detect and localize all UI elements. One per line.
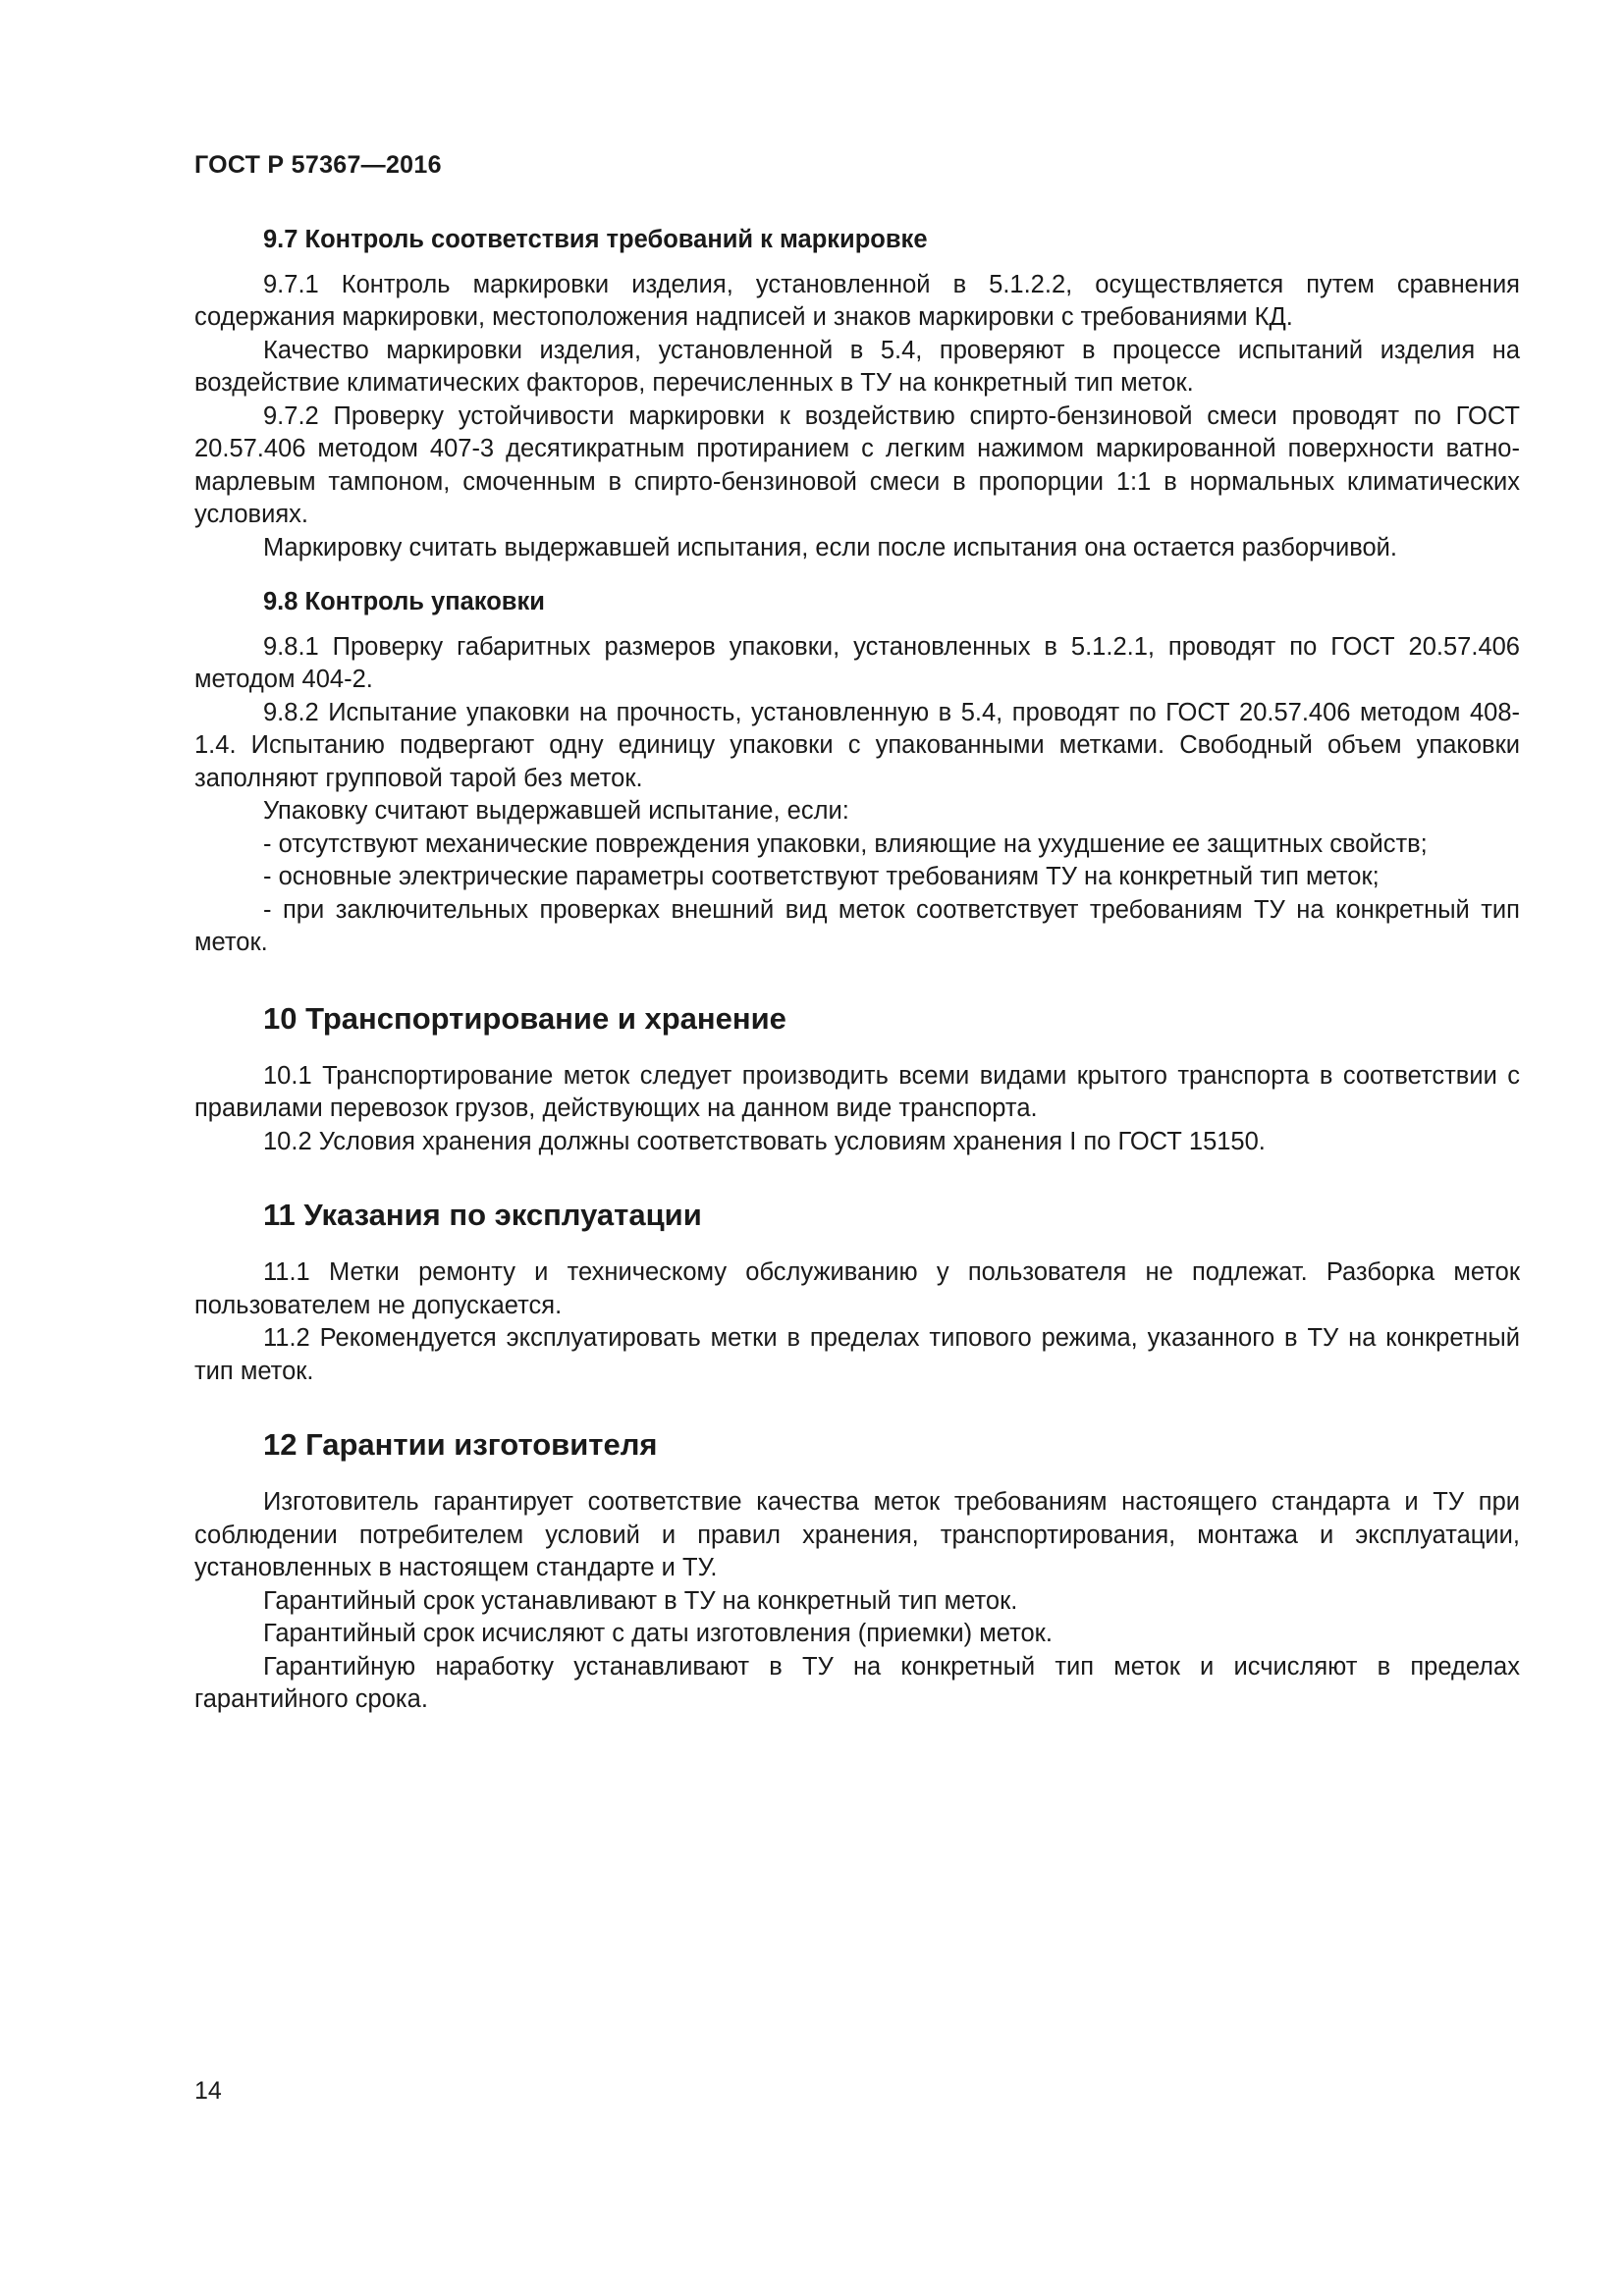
paragraph-10-1: 10.1 Транспортирование меток следует производить всеми видами крытого транспорта в соответствии с правилами перевозок грузов, действующих на данном виде транспорта. xyxy=(194,1061,1520,1122)
paragraph-9-7-quality: Качество маркировки изделия, установленной в 5.4, проверяют в процессе испытаний изделия на воздействие климатических факторов, перечисленных в ТУ на конкретный тип меток. xyxy=(194,336,1520,397)
document-body xyxy=(194,224,1520,1717)
paragraph-10-2: 10.2 Условия хранения должны соответствовать условиям хранения I по ГОСТ 15150. xyxy=(263,1127,1266,1155)
section-heading-11: 11 Указания по эксплуатации xyxy=(263,1198,702,1232)
list-item-9-8-c: - при заключительных проверках внешний вид меток соответствует требованиям ТУ на конкретный тип меток. xyxy=(194,895,1520,956)
paragraph-9-8-criteria: Упаковку считают выдержавшей испытание, если: xyxy=(263,797,849,825)
paragraph-12-warranty-start: Гарантийный срок исчисляют с даты изготовления (приемки) меток. xyxy=(263,1620,1053,1647)
page-number: 14 xyxy=(194,2077,222,2105)
paragraph-9-8-1: 9.8.1 Проверку габаритных размеров упаковки, установленных в 5.1.2.1, проводят по ГОСТ 20.57.406 методом 404-2. xyxy=(194,632,1520,693)
paragraph-12-warranty-operation: Гарантийную наработку устанавливают в ТУ на конкретный тип меток и исчисляют в пределах гарантийного срока. xyxy=(194,1652,1520,1713)
section-heading-12: 12 Гарантии изготовителя xyxy=(263,1427,658,1462)
paragraph-11-2: 11.2 Рекомендуется эксплуатировать метки в пределах типового режима, указанного в ТУ на конкретный тип меток. xyxy=(194,1324,1520,1385)
paragraph-12-warranty-period: Гарантийный срок устанавливают в ТУ на конкретный тип меток. xyxy=(263,1586,1018,1615)
paragraph-11-1: 11.1 Метки ремонту и техническому обслуживанию у пользователя не подлежат. Разборка меток пользователем не допускается. xyxy=(194,1258,1520,1319)
paragraph-9-8-2: 9.8.2 Испытание упаковки на прочность, установленную в 5.4, проводят по ГОСТ 20.57.406 методом 408-1.4. Испытанию подвергают одну единицу упаковки с упакованными метками. Свободный объем упаковки заполняют групповой тарой без меток. xyxy=(194,698,1520,792)
list-item-9-8-b: - основные электрические параметры соответствуют требованиям ТУ на конкретный тип меток; xyxy=(263,863,1380,890)
document-code-header: ГОСТ Р 57367—2016 xyxy=(194,151,442,179)
subsection-heading-9-7: 9.7 Контроль соответствия требований к маркировке xyxy=(263,226,928,253)
paragraph-12-guarantee: Изготовитель гарантирует соответствие качества меток требованиям настоящего стандарта и ТУ при соблюдении потребителем условий и правил хранения, транспортирования, монтажа и эксплуатации, установленных в настоящем стандарте и ТУ. xyxy=(194,1488,1520,1581)
subsection-heading-9-8: 9.8 Контроль упаковки xyxy=(263,588,545,615)
paragraph-9-7-2: 9.7.2 Проверку устойчивости маркировки к воздействию спирто-бензиновой смеси проводят по ГОСТ 20.57.406 методом 407-3 десятикратным протиранием с легким нажимом маркированной поверхности ватно-марлевым тампоном, смоченным в спирто-бензиновой смеси в пропорции 1:1 в нормальных климатических условиях. xyxy=(194,401,1520,528)
paragraph-9-7-1: 9.7.1 Контроль маркировки изделия, установленной в 5.1.2.2, осуществляется путем сравнения содержания маркировки, местоположения надписей и знаков маркировки с требованиями КД. xyxy=(194,270,1520,331)
paragraph-9-7-result: Маркировку считать выдержавшей испытания, если после испытания она остается разборчивой. xyxy=(263,533,1397,561)
list-item-9-8-a: - отсутствуют механические повреждения упаковки, влияющие на ухудшение ее защитных свойств; xyxy=(263,829,1428,858)
section-heading-10: 10 Транспортирование и хранение xyxy=(263,1000,786,1036)
